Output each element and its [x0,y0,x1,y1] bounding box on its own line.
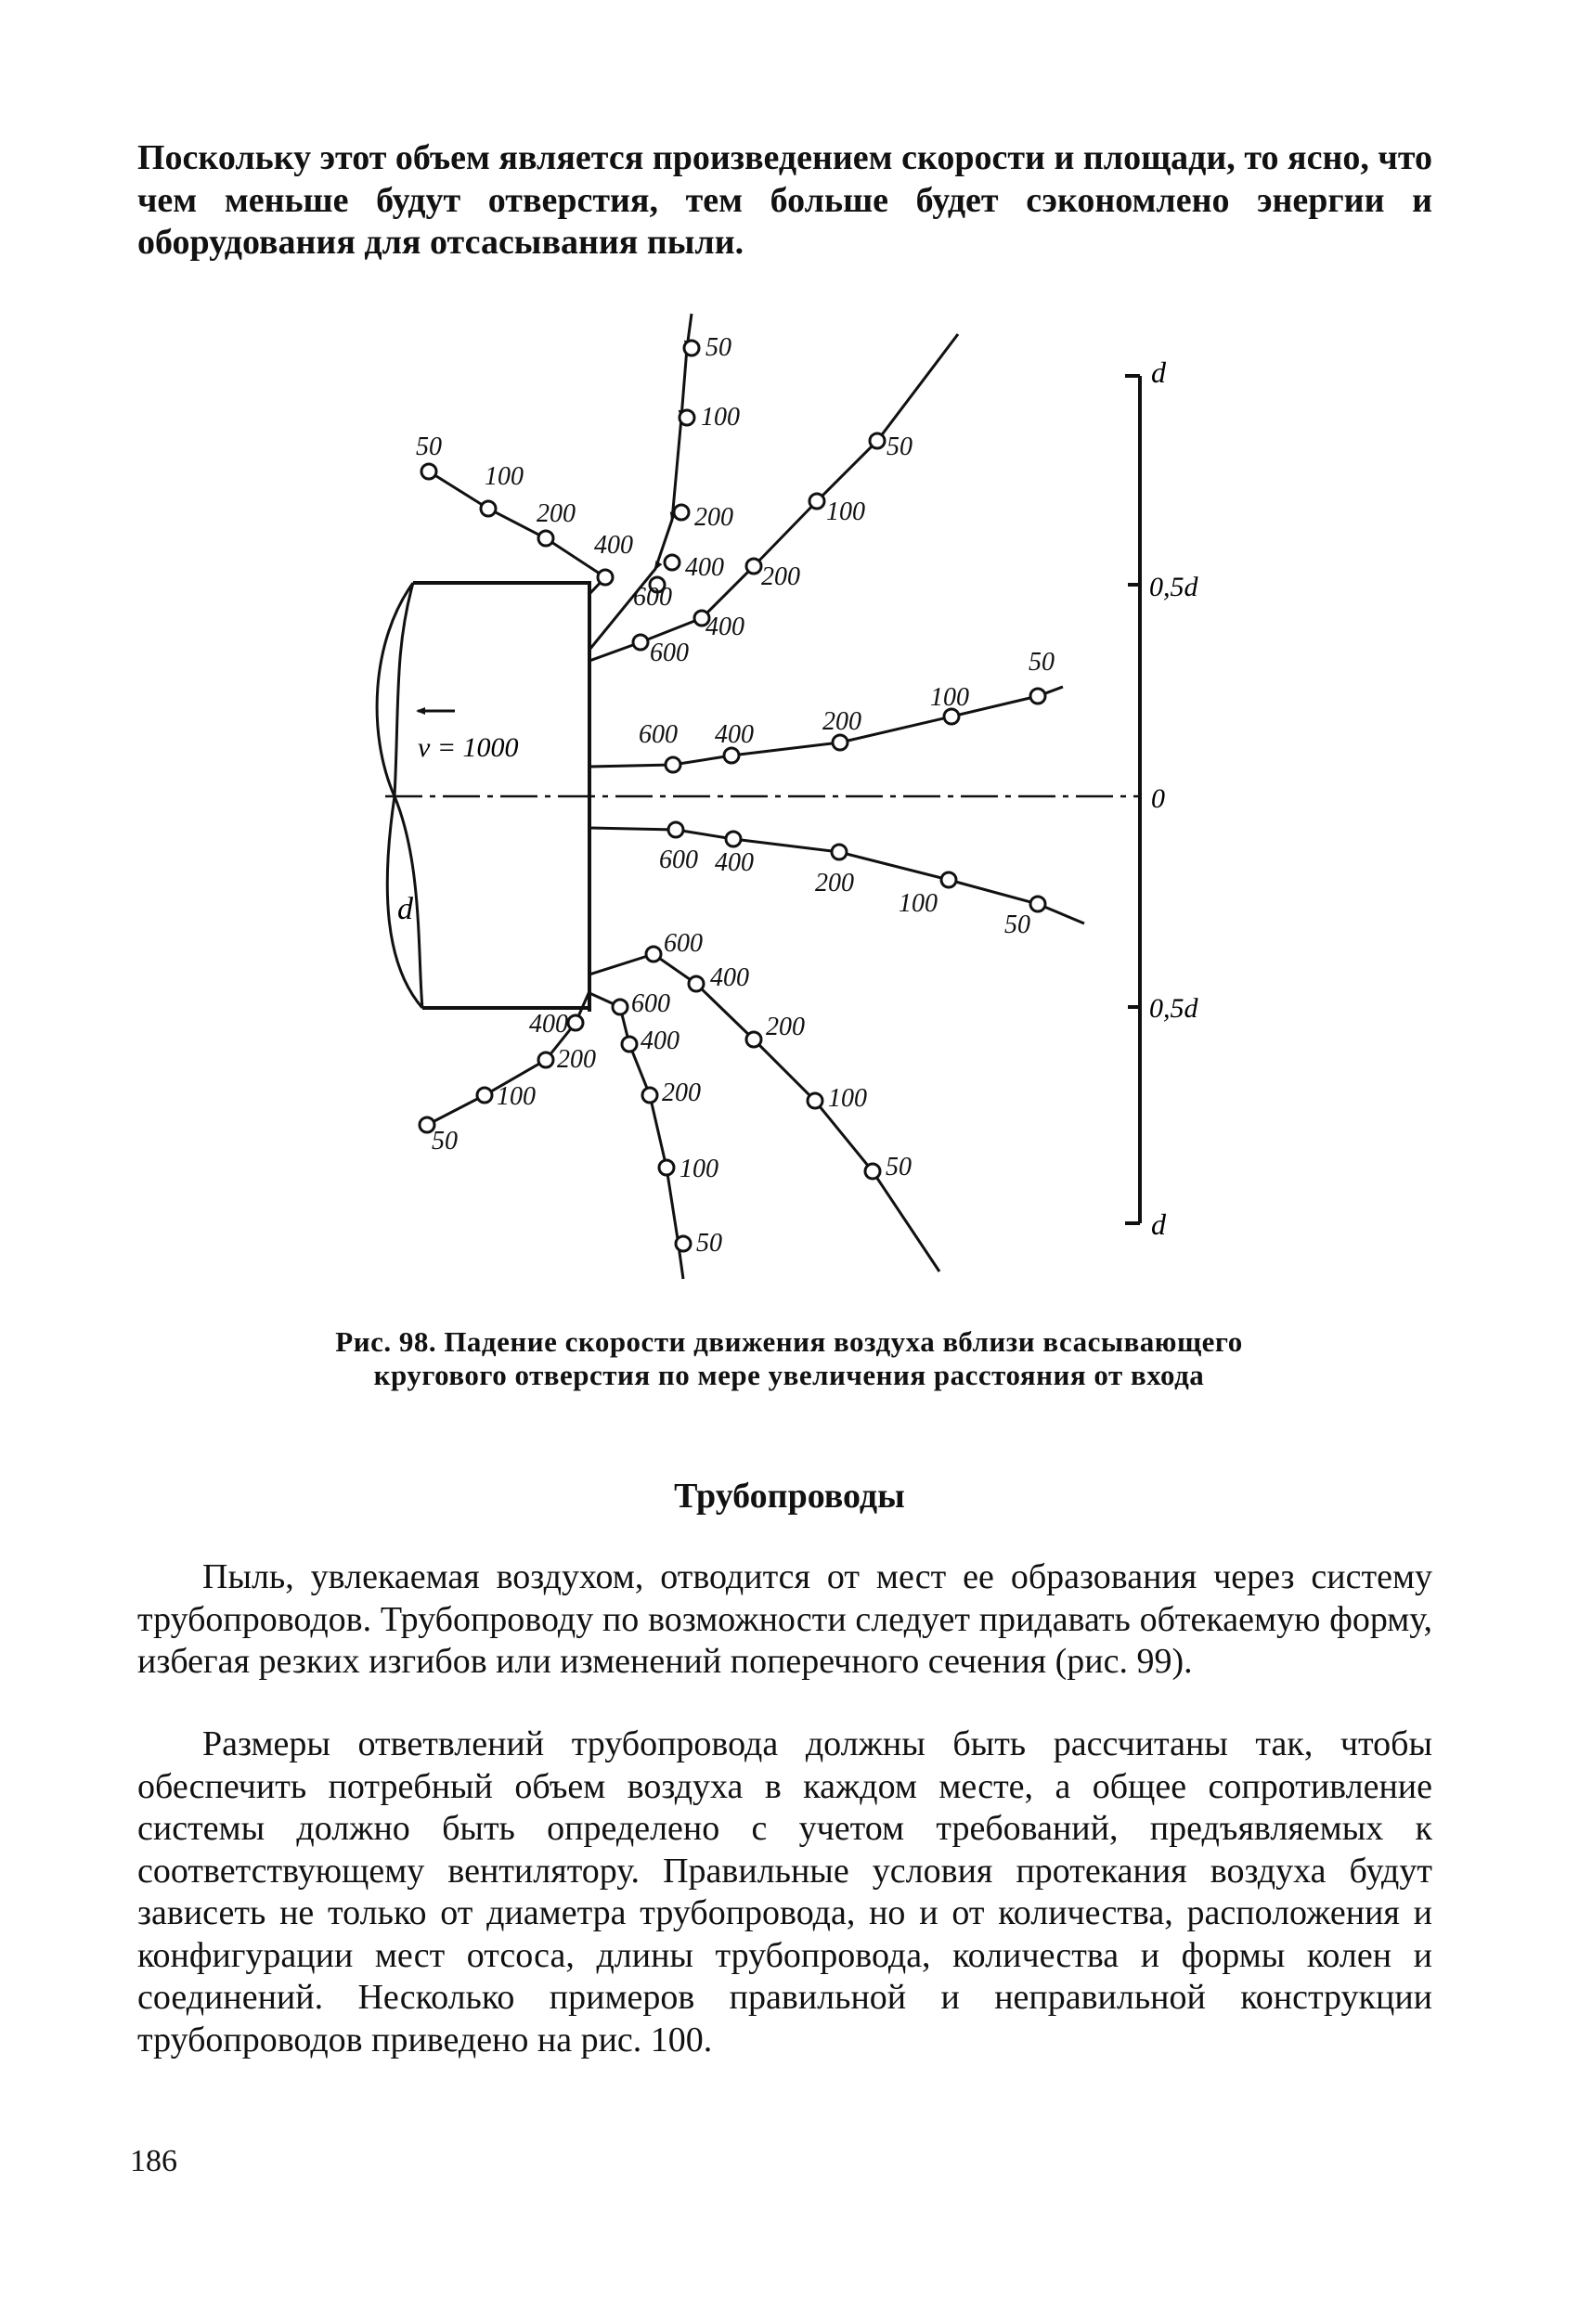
label-bottom-vertical-1: 400 [641,1026,679,1055]
marker-top-left-2 [538,531,553,546]
scale-label-top: d [1151,355,1166,389]
marker-top-vertical-1 [679,410,694,425]
scale-label-bottom: d [1151,1207,1166,1241]
marker-bottom-vertical-3 [659,1160,674,1175]
scale-label-upper-half: 0,5d [1149,572,1198,602]
label-lower-horizontal-3: 100 [899,889,938,918]
label-bottom-vertical-4: 50 [696,1229,722,1258]
label-upper-diagonal-0: 50 [887,433,912,461]
label-upper-horizontal-4: 600 [639,720,678,749]
label-lower-horizontal-0: 600 [659,846,698,874]
label-top-vertical-3: 400 [685,553,724,582]
marker-bottom-vertical-4 [676,1236,691,1251]
label-upper-horizontal-1: 100 [930,683,969,712]
label-top-left-3: 400 [594,531,633,560]
body-paragraph-1: Пыль, увлекаемая воздухом, отводится от мест ее образования через систему трубопроводов. Трубопроводу по возможности следует придавать обтекаемую форму, избегая резких изгибов или изменений поперечного сечения (рис. 99). [137,1557,1432,1681]
label-lower-horizontal-4: 50 [1004,910,1030,939]
marker-upper-horizontal-4 [666,757,680,772]
page-number: 186 [130,2144,177,2178]
marker-upper-diagonal-4 [633,635,648,650]
streamline-upper-diagonal [589,334,958,661]
label-upper-diagonal-4: 600 [650,639,689,667]
label-lower-diagonal-3: 100 [828,1084,867,1113]
marker-bottom-left-0 [568,1015,583,1030]
scale-label-zero: 0 [1151,783,1165,814]
marker-lower-horizontal-0 [668,822,683,837]
label-upper-diagonal-1: 100 [826,497,865,526]
label-top-vertical-2: 200 [694,503,733,532]
label-lower-diagonal-2: 200 [766,1013,805,1041]
label-top-vertical-0: 50 [705,333,731,362]
label-bottom-left-3: 50 [432,1127,458,1156]
marker-top-left-3 [598,570,613,585]
marker-upper-diagonal-1 [809,494,824,509]
label-bottom-vertical-3: 100 [679,1155,718,1183]
marker-top-left-1 [481,501,496,516]
marker-top-left-0 [421,464,436,479]
marker-lower-diagonal-0 [646,947,661,962]
label-top-left-2: 200 [537,499,576,528]
marker-lower-diagonal-1 [689,976,704,991]
scale-label-lower-half: 0,5d [1149,993,1198,1024]
marker-lower-horizontal-1 [726,832,741,846]
velocity-label: v = 1000 [418,732,519,763]
marker-lower-diagonal-2 [746,1032,761,1047]
marker-bottom-left-2 [477,1088,492,1103]
body-paragraph-2: Размеры ответвлений трубопровода должны быть рассчитаны так, чтобы обеспечить потребный объем воздуха в каждом месте, а общее сопротивление системы должно быть определено с учетом требований, предъявляемых к соответствующему вентилятору. Правильные условия протекания воздуха будут зависеть не только от диаметра трубопровода, но и от количества, расположения и конфигурации мест отсоса, длины трубопровода, количества и формы колен и соединений. Несколько примеров правильной и неправильной конструкции трубопроводов приведено на рис. 100. [137,1724,1432,2059]
marker-lower-horizontal-4 [1030,897,1045,911]
figure-caption: Рис. 98. Падение скорости движения воздуха вблизи всасывающего кругового отверстия по мере увеличения расстояния от входа [335,1325,1243,1391]
marker-upper-diagonal-0 [870,433,885,448]
marker-lower-diagonal-4 [865,1164,880,1179]
label-upper-diagonal-2: 200 [761,562,800,591]
marker-upper-horizontal-0 [1030,689,1045,704]
intro-paragraph: Поскольку этот объем является произведением скорости и площади, то ясно, что чем меньше будут отверстия, тем больше будет сэкономлено энергии и оборудования для отсасывания пыли. [137,138,1432,262]
label-lower-diagonal-1: 400 [710,963,749,992]
marker-upper-horizontal-2 [833,735,848,750]
marker-upper-diagonal-2 [746,559,761,574]
section-heading: Трубопроводы [674,1477,905,1516]
label-top-vertical-1: 100 [701,403,740,432]
label-top-left-1: 100 [485,462,524,491]
label-lower-horizontal-1: 400 [715,848,754,877]
label-top-left-0: 50 [416,433,442,461]
label-upper-horizontal-3: 400 [715,720,754,749]
label-bottom-left-0: 400 [529,1010,568,1039]
label-upper-horizontal-0: 50 [1029,648,1055,677]
marker-bottom-left-1 [538,1052,553,1067]
label-lower-diagonal-0: 600 [664,929,703,958]
label-lower-diagonal-4: 50 [886,1153,912,1181]
marker-upper-horizontal-3 [724,748,739,763]
label-bottom-vertical-0: 600 [631,989,670,1018]
label-bottom-vertical-2: 200 [662,1078,701,1107]
scale-bar [1125,376,1140,1223]
label-upper-horizontal-2: 200 [822,707,861,736]
marker-top-vertical-0 [684,341,699,355]
diameter-label: d [397,892,413,926]
marker-bottom-vertical-2 [642,1088,657,1103]
label-upper-diagonal-3: 400 [705,613,744,641]
marker-bottom-vertical-1 [622,1037,637,1052]
label-top-vertical-4: 600 [633,583,672,612]
marker-top-vertical-2 [674,505,689,520]
marker-lower-horizontal-2 [832,845,847,859]
label-bottom-left-2: 100 [497,1082,536,1111]
marker-bottom-vertical-0 [613,1000,628,1014]
label-bottom-left-1: 200 [557,1045,596,1074]
label-lower-horizontal-2: 200 [815,869,854,897]
marker-lower-diagonal-3 [808,1093,822,1108]
marker-lower-horizontal-3 [941,872,956,887]
marker-top-vertical-3 [665,555,679,570]
